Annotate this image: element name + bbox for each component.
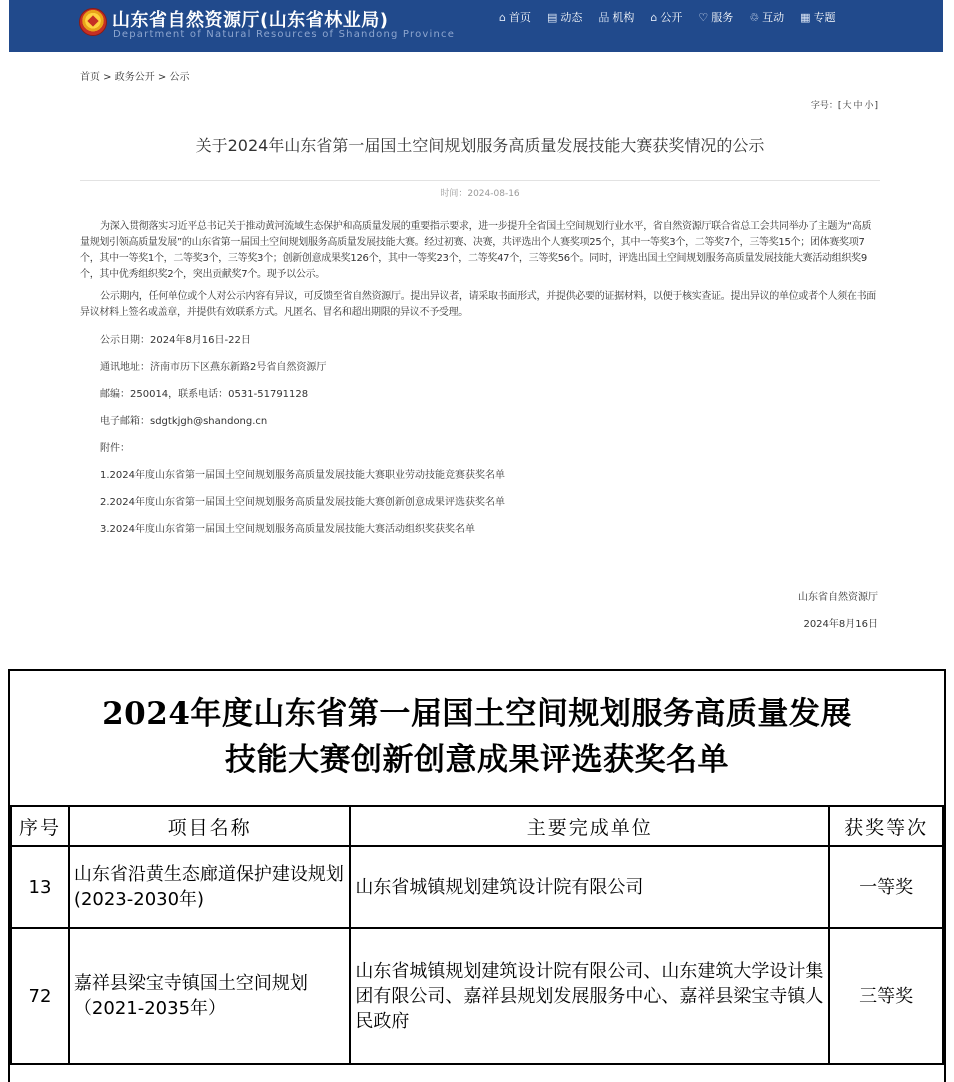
- article-body: [80, 219, 880, 549]
- font-size-small[interactable]: 小: [864, 101, 874, 111]
- font-size-bracket: [: [837, 101, 842, 111]
- attachments-label: 附件：: [100, 443, 130, 454]
- nav-item-4[interactable]: [698, 9, 733, 25]
- award-table: [10, 805, 944, 1065]
- table-row: [11, 846, 943, 928]
- nav-item-2[interactable]: [598, 9, 634, 25]
- cell-prize: 三等奖: [829, 928, 943, 1064]
- emblem-logo-icon[interactable]: [79, 8, 107, 36]
- org-icon: 品: [598, 11, 610, 24]
- award-list-title-line1: 2024年度山东省第一届国土空间规划服务高质量发展: [102, 696, 852, 732]
- nav-item-label: 机构: [612, 11, 635, 24]
- main-nav: [499, 9, 852, 25]
- nav-item-6[interactable]: [800, 9, 835, 25]
- nav-item-label: 首页: [508, 11, 531, 24]
- breadcrumb-home[interactable]: 首页: [80, 72, 100, 83]
- signature-date: 2024年8月16日: [803, 619, 878, 630]
- award-list-image: [8, 669, 946, 1082]
- col-header-unit: 主要完成单位: [350, 806, 829, 846]
- table-header-row: [11, 806, 943, 846]
- cell-name: 嘉祥县梁宝寺镇国土空间规划（2021-2035年）: [69, 928, 350, 1064]
- attachment-link[interactable]: 2.2024年度山东省第一届国土空间规划服务高质量发展技能大赛创新创意成果评选获奖名单: [100, 497, 505, 508]
- contact-email: 电子邮箱：sdgtkjgh@shandong.cn: [100, 416, 268, 427]
- title-divider: [80, 180, 880, 181]
- cell-name: 山东省沿黄生态廊道保护建设规划(2023-2030年): [69, 846, 350, 928]
- breadcrumb-separator: >: [154, 72, 170, 83]
- nav-item-label: 互动: [762, 11, 785, 24]
- table-row: [11, 928, 943, 1064]
- contact-address: 通讯地址：济南市历下区燕东新路2号省自然资源厅: [100, 362, 327, 373]
- topic-icon: ▦: [800, 10, 811, 24]
- breadcrumb-gov-open[interactable]: 政务公开: [114, 72, 155, 83]
- public-icon: ⌂: [650, 10, 658, 24]
- article-title: 关于2024年山东省第一届国土空间规划服务高质量发展技能大赛获奖情况的公示: [195, 136, 765, 155]
- breadcrumb-separator: >: [100, 72, 115, 83]
- font-size-label: 字号：: [810, 101, 838, 111]
- attachment-link[interactable]: 3.2024年度山东省第一届国土空间规划服务高质量发展技能大赛活动组织奖获奖名单: [100, 524, 475, 535]
- nav-item-label: 专题: [813, 11, 836, 24]
- col-header-prize: 获奖等次: [829, 806, 943, 846]
- news-icon: ▤: [546, 10, 558, 24]
- notice-date: 公示日期：2024年8月16日-22日: [100, 335, 251, 346]
- interact-icon: ♲: [749, 10, 760, 24]
- award-list-title: [10, 691, 944, 783]
- signature-org: 山东省自然资源厅: [798, 592, 878, 603]
- font-size-bracket: ]: [874, 101, 878, 111]
- nav-item-label: 公开: [660, 11, 683, 24]
- postcode-phone: 邮编：250014，联系电话：0531-51791128: [100, 389, 309, 400]
- nav-item-5[interactable]: [749, 9, 784, 25]
- publish-time-value: 2024-08-16: [467, 189, 520, 199]
- nav-item-0[interactable]: [499, 9, 531, 25]
- publish-time-label: 时间：: [440, 189, 468, 199]
- article-paragraph: 公示期内，任何单位或个人对公示内容有异议，可反馈至省自然资源厅。提出异议者，请采取书面形式，并提供必要的证据材料，以便于核实查证。提出异议的单位或者个人须在书面异议材料上签名或盖章，并提供有效联系方式。凡匿名、冒名和超出期限的异议不予受理。: [80, 291, 876, 318]
- home-icon: ⌂: [499, 10, 506, 24]
- breadcrumb-notice[interactable]: 公示: [169, 72, 190, 83]
- col-header-name: 项目名称: [69, 806, 350, 846]
- award-list-title-line2: 技能大赛创新创意成果评选获奖名单: [225, 742, 729, 778]
- site-name-en: Department of Natural Resources of Shandong Province: [113, 29, 456, 40]
- nav-item-1[interactable]: [547, 9, 582, 25]
- cell-no: 13: [11, 846, 69, 928]
- font-size-switch: [811, 98, 878, 111]
- cell-prize: 一等奖: [829, 846, 943, 928]
- nav-item-3[interactable]: [650, 9, 682, 25]
- col-header-no: 序号: [11, 806, 69, 846]
- service-icon: ♡: [698, 10, 709, 24]
- cell-unit: 山东省城镇规划建筑设计院有限公司、山东建筑大学设计集团有限公司、嘉祥县规划发展服务中心、嘉祥县梁宝寺镇人民政府: [350, 928, 829, 1064]
- cell-unit: 山东省城镇规划建筑设计院有限公司: [350, 846, 829, 928]
- attachment-link[interactable]: 1.2024年度山东省第一届国土空间规划服务高质量发展技能大赛职业劳动技能竞赛获奖名单: [100, 470, 505, 481]
- publish-time: [80, 186, 880, 199]
- nav-item-label: 动态: [560, 11, 583, 24]
- font-size-medium[interactable]: 中: [853, 101, 863, 111]
- site-header: [9, 0, 943, 52]
- breadcrumb: [80, 68, 190, 83]
- article-paragraph: 为深入贯彻落实习近平总书记关于推动黄河流域生态保护和高质量发展的重要指示要求，进一步提升全省国土空间规划行业水平，省自然资源厅联合省总工会共同举办了主题为“高质量规划引领高质量发展”的山东省第一届国土空间规划服务高质量发展技能大赛。经过初赛、决赛，共评选出个人赛奖项25个，其中一等奖3个，二等奖7个，三等奖15个；团体赛奖项7个，其中一等奖1个，二等奖3个，三等奖3个；创新创意成果奖126个，其中一等奖23个，二等奖47个，三等奖56个。同时，评选出国土空间规划服务高质量发展技能大赛活动组织奖9个，其中优秀组织奖2个，突出贡献奖7个。现予以公示。: [80, 221, 872, 280]
- site-name[interactable]: 山东省自然资源厅(山东省林业局): [112, 10, 389, 31]
- cell-no: 72: [11, 928, 69, 1064]
- font-size-large[interactable]: 大: [842, 101, 852, 111]
- nav-item-label: 服务: [711, 11, 734, 24]
